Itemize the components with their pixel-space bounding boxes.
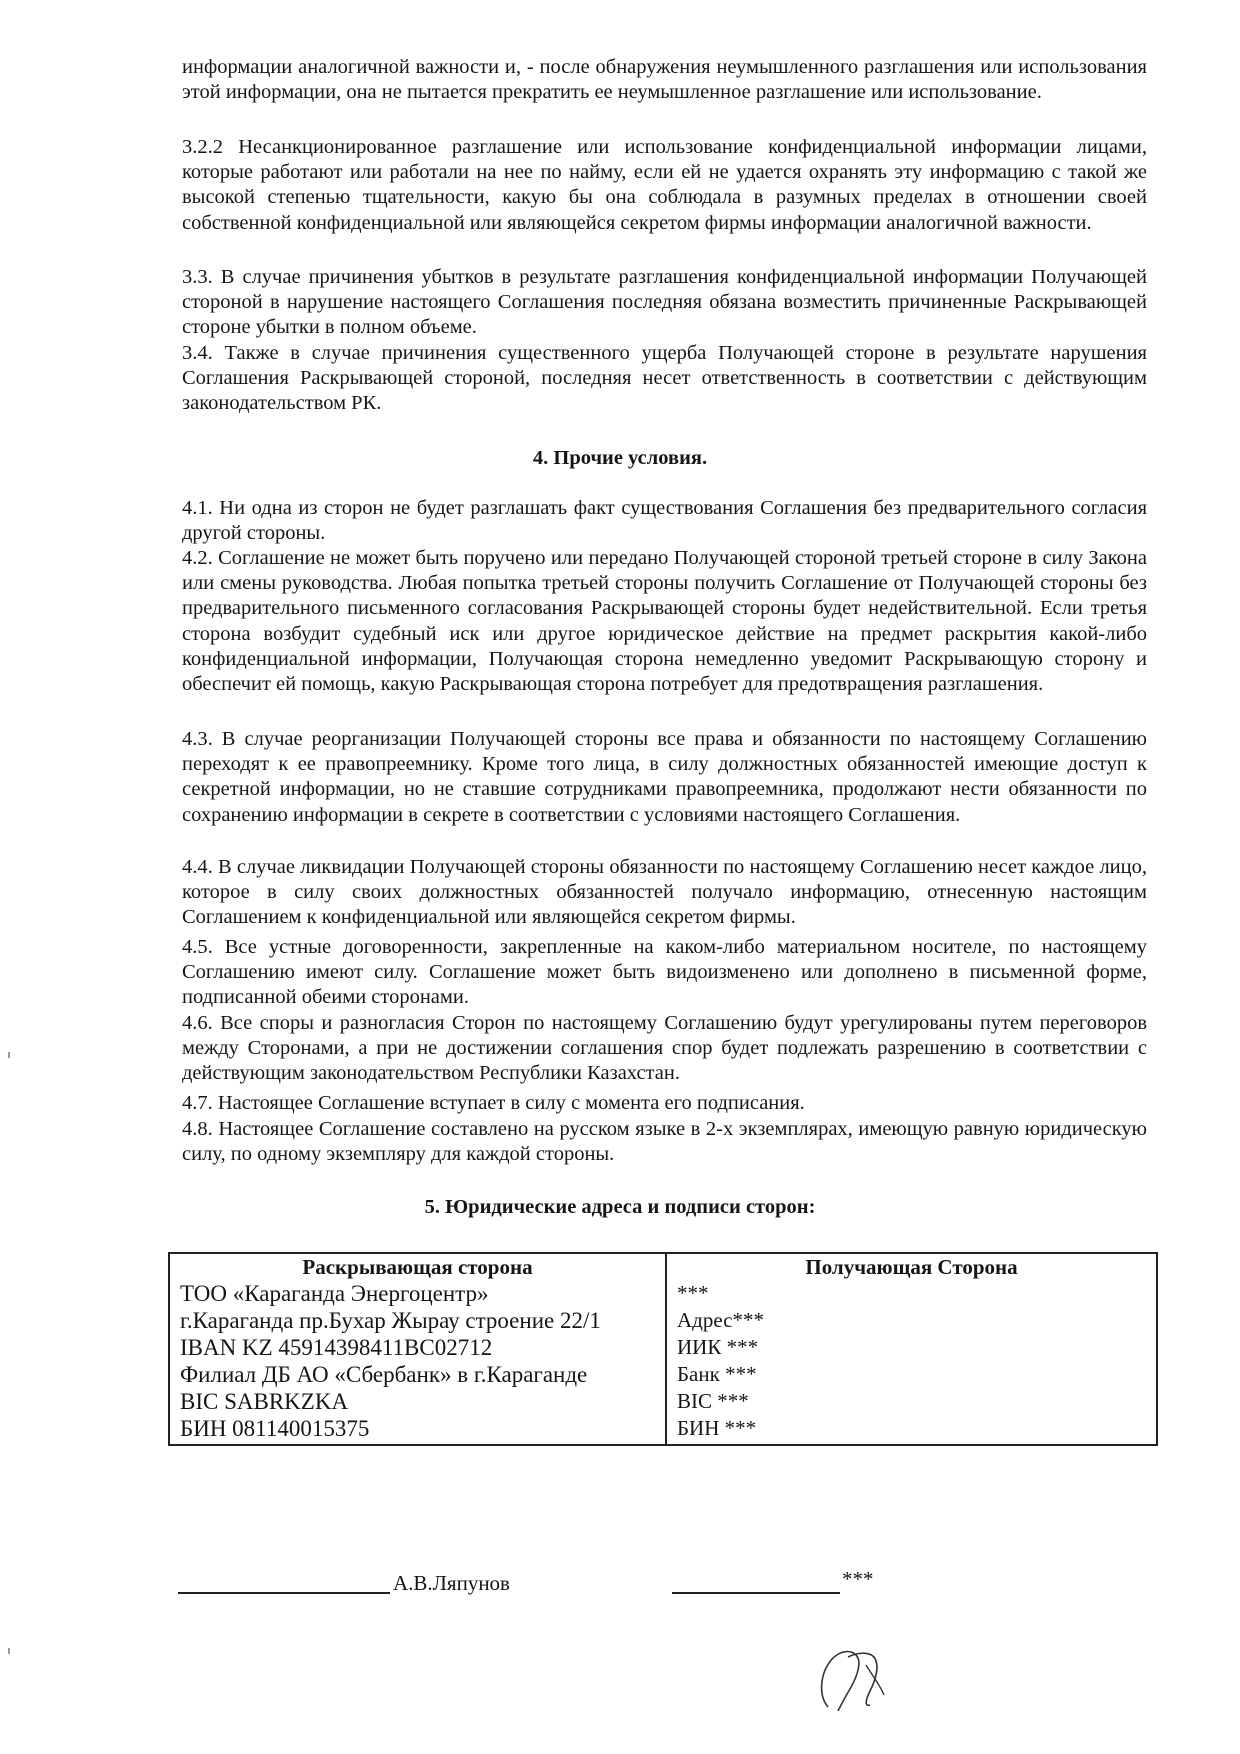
disclosing-party-iban: IBAN KZ 45914398411BC02712 bbox=[169, 1334, 666, 1361]
disclosing-party-address: г.Караганда пр.Бухар Жырау строение 22/1 bbox=[169, 1307, 666, 1334]
paragraph-4-8: 4.8. Настоящее Соглашение составлено на русском языке в 2-х экземплярах, имеющую равную юридическую силу, по одному экземпляру для каждой стороны. bbox=[182, 1118, 1147, 1166]
paragraph-4-7: 4.7. Настоящее Соглашение вступает в силу с момента его подписания. bbox=[182, 1092, 805, 1114]
right-signatory-name: *** bbox=[842, 1567, 874, 1591]
paragraph-4-1: 4.1. Ни одна из сторон не будет разглашать факт существования Соглашения без предварительного согласия другой стороны. bbox=[182, 497, 1147, 545]
disclosing-party-title: Раскрывающая сторона bbox=[169, 1253, 666, 1280]
disclosing-party-bic: BIC SABRKZKA bbox=[169, 1388, 666, 1415]
paragraph-3-3: 3.3. В случае причинения убытков в результате разглашения конфиденциальной информации Получающей стороной в нарушение настоящего Соглашения последняя обязана возместить причиненные Раскрывающей стороне убытки в полном объеме. bbox=[182, 266, 1147, 339]
receiving-party-company: *** bbox=[666, 1280, 1157, 1307]
paragraph-4-2: 4.2. Соглашение не может быть поручено или передано Получающей стороной третьей стороне в силу Закона или смены руководства. Любая попытка третьей стороны получить Соглашение от Получающей стороны без предварительного письменного согласования Раскрывающей стороны будет недействительной. Если третья сторона возбудит судебный иск или другое юридическое действие на предмет раскрытия какой-либо конфиденциальной информации, Получающая сторона немедленно уведомит Раскрывающую сторону и обеспечит ей помощь, какую Раскрывающая сторона потребует для предотвращения разглашения. bbox=[182, 547, 1147, 696]
receiving-party-bin: БИН *** bbox=[666, 1415, 1157, 1445]
left-signatory-name: А.В.Ляпунов bbox=[393, 1571, 510, 1595]
paragraph-4-6: 4.6. Все споры и разногласия Сторон по настоящему Соглашению будут урегулированы путем переговоров между Сторонами, а при не достижении соглашения спор будет подлежать разрешению в соответствии с действующим законодательством Республики Казахстан. bbox=[182, 1012, 1147, 1085]
paragraph-4-5: 4.5. Все устные договоренности, закрепленные на каком-либо материальном носителе, по настоящему Соглашению имеют силу. Соглашение может быть видоизменено или дополнено в письменной форме, подписанной обеими сторонами. bbox=[182, 936, 1147, 1009]
paragraph-4-4: 4.4. В случае ликвидации Получающей стороны обязанности по настоящему Соглашению несет каждое лицо, которое в силу своих должностных обязанностей получало информацию, отнесенную настоящим Соглашением к конфиденциальной или являющейся секретом фирмы. bbox=[182, 856, 1147, 929]
section-4-heading: 4. Прочие условия. bbox=[532, 447, 708, 469]
paragraph-3-2-2: 3.2.2 Несанкционированное разглашение или использование конфиденциальной информации лицами, которые работают или работали на нее по найму, если ей не удается охранять эту информацию с такой же высокой степенью тщательности, какую бы она соблюдала в разумных пределах в отношении своей собственной конфиденциальной или являющейся секретом фирмы информации аналогичной важности. bbox=[182, 136, 1147, 234]
section-5-heading: 5. Юридические адреса и подписи сторон: bbox=[424, 1196, 816, 1218]
disclosing-party-bin: БИН 081140015375 bbox=[169, 1415, 666, 1445]
parties-details-table bbox=[168, 1252, 1158, 1446]
receiving-party-bank: Банк *** bbox=[666, 1361, 1157, 1388]
left-signature-line bbox=[178, 1592, 390, 1594]
receiving-party-bic: BIC *** bbox=[666, 1388, 1157, 1415]
disclosing-party-company: ТОО «Караганда Энергоцентр» bbox=[169, 1280, 666, 1307]
receiving-party-title: Получающая Сторона bbox=[666, 1253, 1157, 1280]
disclosing-party-bank: Филиал ДБ АО «Сбербанк» в г.Караганде bbox=[169, 1361, 666, 1388]
scan-margin-mark bbox=[8, 1052, 10, 1058]
scan-margin-mark bbox=[8, 1648, 10, 1654]
receiving-party-iik: ИИК *** bbox=[666, 1334, 1157, 1361]
paragraph-4-3: 4.3. В случае реорганизации Получающей стороны все права и обязанности по настоящему Соглашению переходят к ее правопреемнику. Кроме того лица, в силу должностных обязанностей имеющие доступ к секретной информации, но не ставшие сотрудниками правопреемника, продолжают нести обязанности по сохранению информации в секрете в соответствии с условиями настоящего Соглашения. bbox=[182, 728, 1147, 826]
right-signature-line bbox=[672, 1592, 840, 1594]
paragraph-3-4: 3.4. Также в случае причинения существенного ущерба Получающей стороне в результате нарушения Соглашения Раскрывающей стороной, последняя несет ответственность в соответствии с действующим законодательством РК. bbox=[182, 342, 1147, 415]
receiving-party-address: Адрес*** bbox=[666, 1307, 1157, 1334]
paragraph-3-2-1-continuation: информации аналогичной важности и, - после обнаружения неумышленного разглашения или использования этой информации, она не пытается прекратить ее неумышленное разглашение или использование. bbox=[182, 56, 1147, 104]
handwritten-initials bbox=[810, 1645, 900, 1715]
